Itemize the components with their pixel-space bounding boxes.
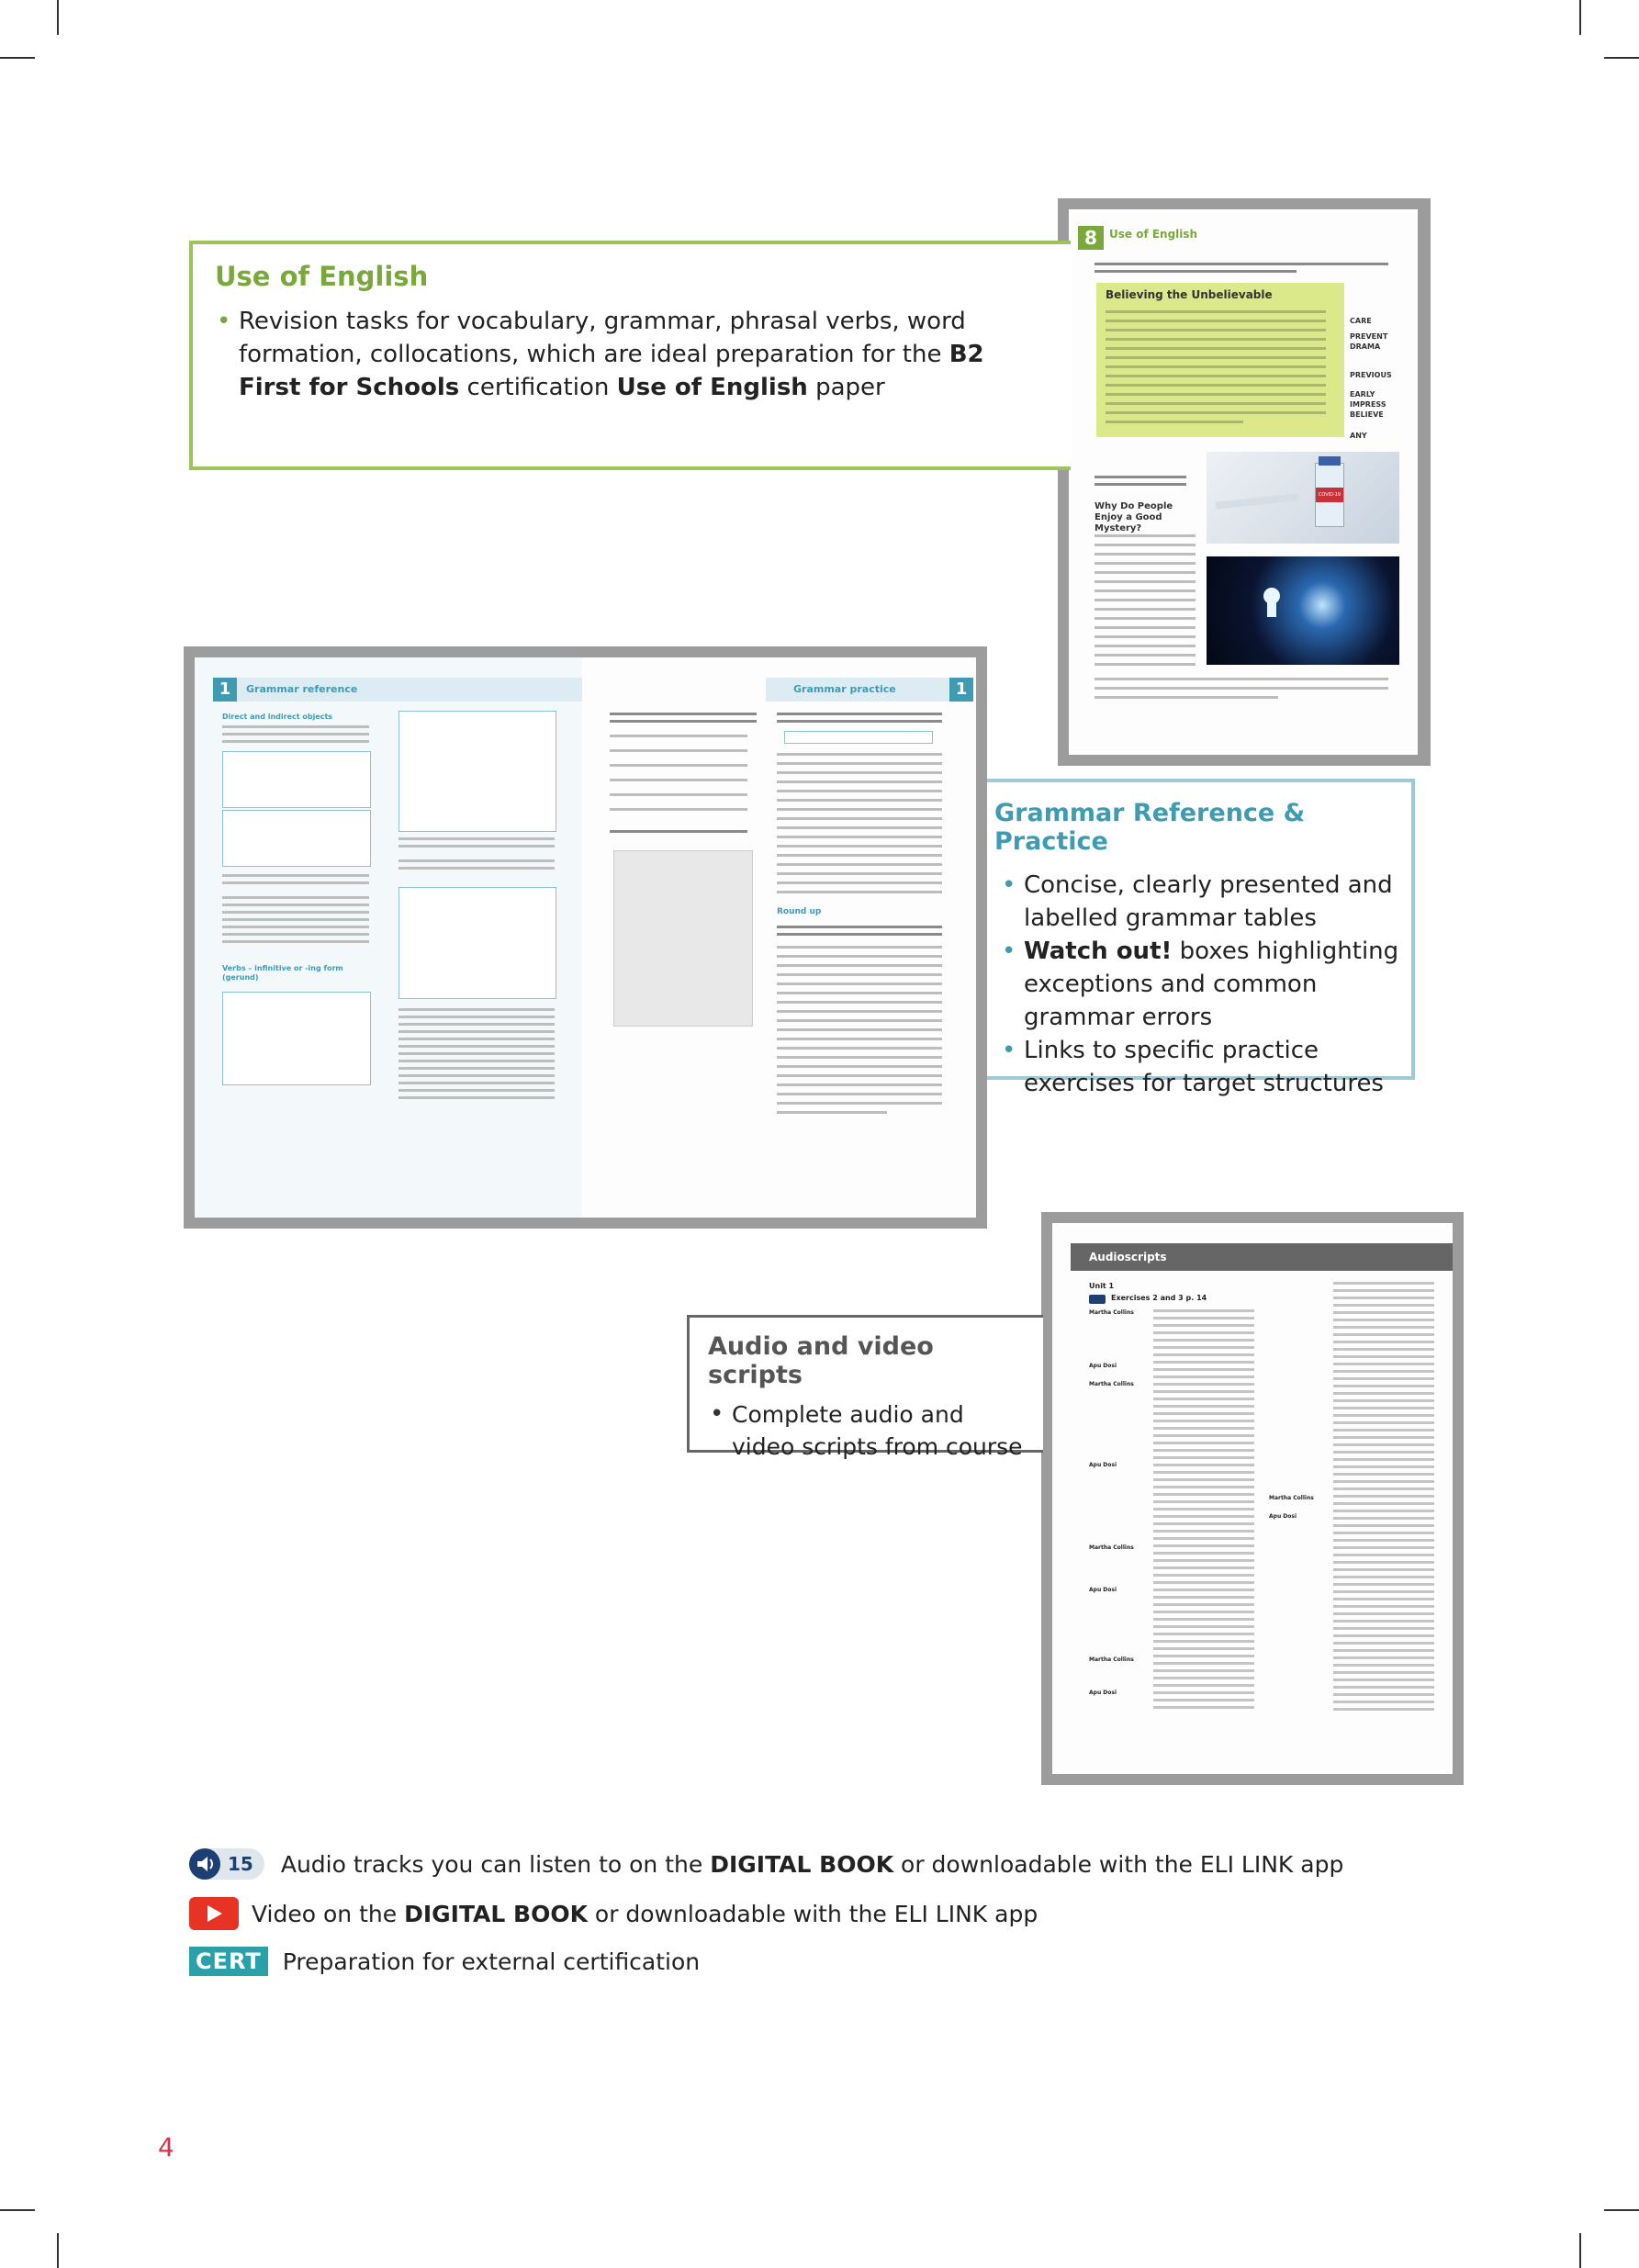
text-line: [222, 881, 369, 884]
section-heading: Direct and indirect objects: [222, 713, 333, 721]
text-line: [399, 1082, 555, 1084]
text-line: [1106, 421, 1243, 423]
grammar-reference-page: [195, 657, 582, 1218]
grammar-table: [399, 887, 556, 999]
text-line: [399, 1052, 555, 1055]
speaker-glyph: [189, 1848, 220, 1880]
text-line: [777, 926, 942, 928]
text-line: [399, 837, 555, 840]
crop-mark: [1579, 0, 1581, 35]
speaker-name: Apu Dosi: [1089, 1690, 1117, 1696]
text-line: [777, 771, 942, 774]
crop-mark: [1604, 57, 1639, 59]
speaker-name: Martha Collins: [1089, 1544, 1134, 1551]
text-line: [399, 1008, 555, 1011]
text-line: [777, 964, 942, 967]
text-line: [1095, 678, 1388, 680]
bullet-icon: •: [217, 308, 231, 335]
text-line: [1095, 687, 1388, 690]
word-item: BELIEVE: [1350, 410, 1384, 419]
text-line: [1095, 534, 1196, 537]
text-run-bold: DIGITAL BOOK: [710, 1850, 894, 1878]
feature-item: [1000, 935, 1402, 1034]
word-item: CARE: [1350, 317, 1372, 325]
speaker-name: Martha Collins: [1089, 1656, 1134, 1663]
text-line: [222, 940, 369, 943]
text-line: [777, 973, 942, 976]
bullet-icon: •: [710, 1400, 724, 1428]
text-line: [777, 1019, 942, 1022]
text-line: [222, 725, 369, 728]
feature-item: [215, 305, 1047, 404]
vial-cap: [1319, 456, 1341, 466]
text-run: boxes highlighting exceptions and common grammar errors: [1024, 938, 1399, 1031]
text-line: [610, 720, 757, 723]
grammar-table: [222, 751, 371, 808]
audioscripts-page: [1052, 1223, 1453, 1774]
text-line: [1106, 320, 1326, 322]
text-line: [1106, 375, 1326, 377]
text-line: [399, 1023, 555, 1026]
speaker-icon: [189, 1848, 220, 1880]
grammar-table: [222, 992, 371, 1085]
text-line: [1095, 571, 1196, 574]
thumbnail-page: [1069, 209, 1418, 755]
text-run: Revision tasks for vocabulary, grammar, phrasal verbs, word formation, collocations, which are ideal preparation for the: [239, 308, 966, 368]
text-line: [1095, 599, 1196, 601]
text-line: [777, 1093, 942, 1095]
keyhole-photo: [1207, 556, 1399, 665]
feature-list: [215, 305, 1049, 404]
feature-item: [1000, 1034, 1402, 1100]
text-line: [777, 946, 942, 949]
text-line: [1095, 635, 1196, 638]
text-line: [1106, 310, 1326, 313]
grammar-practice-page: [582, 657, 976, 1218]
text-line: [610, 808, 747, 811]
legend-cert: [189, 1943, 700, 1980]
thumbnail-header: Use of English: [1109, 228, 1198, 241]
second-text-title: Why Do People Enjoy a Good Mystery?: [1095, 501, 1173, 533]
text-line: [1095, 608, 1196, 611]
feature-title: Grammar Reference & Practice: [994, 799, 1306, 856]
text-line: [222, 874, 369, 877]
page-header: Audioscripts: [1089, 1251, 1167, 1263]
legend-video: [189, 1895, 1038, 1932]
track-title: Exercises 2 and 3 p. 14: [1111, 1294, 1207, 1302]
text-line: [1106, 393, 1326, 396]
text-line: [1106, 365, 1326, 368]
text-line: [1095, 580, 1196, 583]
text-line: [399, 859, 555, 862]
text-line: [777, 891, 942, 893]
text-line: [610, 735, 747, 737]
grammar-table: [222, 810, 371, 867]
text-line: [777, 1065, 942, 1068]
word-item: PREVENT: [1350, 332, 1388, 341]
unit-number-badge: 1: [213, 678, 237, 702]
word-item: EARLY: [1350, 390, 1375, 399]
word-item: DRAMA: [1350, 342, 1381, 351]
text-run-bold: DIGITAL BOOK: [404, 1900, 588, 1927]
text-line: [610, 830, 747, 833]
bullet-icon: •: [1002, 938, 1016, 965]
crop-mark: [1604, 2209, 1639, 2211]
text-line: [222, 933, 369, 936]
feature-title: Use of English: [215, 261, 429, 292]
syringe: [1216, 493, 1298, 509]
text-line: [777, 992, 942, 994]
text-line: [222, 918, 369, 921]
text-line: [1095, 476, 1186, 478]
reading-text-title: Believing the Unbelievable: [1106, 288, 1273, 301]
text-run: Audio tracks you can listen to on the: [280, 1850, 711, 1878]
text-line: [399, 1067, 555, 1070]
text-run: paper: [807, 374, 885, 401]
use-of-english-page-thumbnail: [1058, 198, 1431, 766]
text-line: [1095, 263, 1388, 265]
text-line: [777, 720, 942, 723]
play-glyph: [189, 1897, 239, 1930]
word-formation-list: [1350, 316, 1392, 441]
cert-badge: CERT: [189, 1947, 268, 1976]
word-item: ANY: [1350, 432, 1367, 440]
word-item: PREVIOUS: [1350, 371, 1392, 379]
text-run: Concise, clearly presented and labelled grammar tables: [1024, 871, 1393, 932]
vaccine-photo: [1207, 452, 1399, 544]
text-line: [399, 1038, 555, 1040]
text-run: Links to specific practice exercises for target structures: [1024, 1037, 1384, 1097]
text-line: [1095, 654, 1196, 657]
text-line: [399, 845, 555, 848]
text-line: [610, 764, 747, 767]
speaker-name: Apu Dosi: [1089, 1587, 1117, 1593]
speaker-name: Martha Collins: [1089, 1381, 1134, 1387]
text-line: [777, 1047, 942, 1050]
feature-item: [708, 1398, 1025, 1463]
text-line: [777, 863, 942, 866]
text-run-bold: B2 First for Schools: [239, 341, 984, 401]
speaker-name: Martha Collins: [1089, 1309, 1134, 1316]
text-line: [777, 808, 942, 811]
legend-audio: [189, 1846, 1343, 1882]
text-run-bold: Use of English: [616, 374, 808, 401]
text-line: [1106, 384, 1326, 387]
text-line: [399, 1060, 555, 1062]
text-line: [1106, 329, 1326, 331]
text-line: [777, 955, 942, 958]
text-line: [1095, 696, 1278, 699]
text-line: [1106, 356, 1326, 359]
text-line: [399, 867, 555, 870]
text-line: [777, 982, 942, 985]
vial-label: COVID-19: [1316, 488, 1343, 502]
speaker-name: Apu Dosi: [1089, 1462, 1117, 1468]
text-line: [1095, 544, 1196, 546]
section-heading: Verbs – infinitive or -ing form (gerund): [222, 964, 343, 982]
text-line: [777, 780, 942, 783]
text-line: [777, 872, 942, 875]
text-line: [610, 749, 747, 752]
word-item: IMPRESS: [1350, 400, 1386, 409]
text-line: [777, 845, 942, 848]
unit-label: Unit 1: [1089, 1282, 1115, 1290]
page-number: 4: [158, 2132, 174, 2162]
video-play-icon: [189, 1897, 239, 1930]
text-line: [777, 826, 942, 829]
page-header: Grammar practice: [793, 683, 896, 695]
use-of-english-feature-box: [189, 241, 1071, 470]
feature-title: Audio and video scripts: [708, 1332, 934, 1389]
text-line: [1106, 402, 1326, 405]
reading-text-box: [1096, 283, 1344, 437]
text-line: [777, 817, 942, 820]
text-line: [1106, 411, 1326, 414]
crop-mark: [57, 2233, 59, 2268]
feature-item: [1000, 869, 1402, 935]
text-line: [777, 1074, 942, 1077]
text-line: [222, 896, 369, 899]
grammar-table: [399, 711, 556, 832]
text-line: [610, 793, 747, 796]
text-line: [1106, 347, 1326, 350]
text-run: certification: [459, 374, 617, 401]
feature-list: [994, 869, 1402, 1100]
word-box: [784, 731, 933, 744]
text-line: [399, 1089, 555, 1092]
text-run-bold: Watch out!: [1024, 938, 1173, 965]
text-line: [777, 836, 942, 838]
text-line: [777, 854, 942, 857]
text-line: [777, 1102, 942, 1105]
text-line: [1095, 483, 1186, 486]
text-line: [777, 762, 942, 765]
text-line: [777, 933, 942, 936]
text-line: [222, 911, 369, 914]
text-line: [1095, 626, 1196, 629]
text-line: [777, 1083, 942, 1086]
grammar-reference-feature-box: [987, 779, 1415, 1097]
text-run: Video on the: [252, 1900, 405, 1927]
text-run: Complete audio and video scripts from course: [732, 1401, 1023, 1460]
unit-number-badge: 1: [949, 678, 973, 702]
text-line: [777, 1010, 942, 1013]
page-header: Grammar reference: [246, 683, 358, 695]
text-column: [1153, 1309, 1254, 1713]
text-line: [610, 779, 747, 781]
audio-track-badge: [189, 1848, 264, 1880]
text-line: [777, 1056, 942, 1059]
text-line: [222, 904, 369, 906]
text-line: [777, 753, 942, 756]
track-badge: [1089, 1295, 1106, 1304]
speaker-name: Apu Dosi: [1269, 1513, 1297, 1520]
text-line: [777, 790, 942, 792]
text-column: [1333, 1282, 1434, 1713]
text-line: [777, 799, 942, 802]
text-line: [1106, 338, 1326, 341]
crop-mark: [57, 0, 59, 35]
text-line: [777, 713, 942, 715]
grammar-spread-thumbnail: [184, 646, 987, 1229]
text-line: [1095, 617, 1196, 620]
bullet-icon: •: [1002, 1037, 1016, 1064]
text-line: [1095, 270, 1297, 273]
audioscripts-page-thumbnail: [1041, 1212, 1464, 1785]
crop-mark: [0, 2209, 35, 2211]
text-line: [222, 926, 369, 928]
section-heading: Round up: [777, 907, 822, 916]
bullet-icon: •: [1002, 871, 1016, 899]
keyhole-shape: [1267, 599, 1276, 617]
text-line: [399, 1074, 555, 1077]
crop-mark: [1579, 2233, 1581, 2268]
vaccine-vial: [1315, 463, 1344, 527]
text-line: [399, 1016, 555, 1018]
message-box: [613, 850, 753, 1027]
text-line: [777, 1038, 942, 1040]
text-line: [1095, 645, 1196, 647]
text-line: [777, 1111, 887, 1114]
text-run: or downloadable with the ELI LINK app: [587, 1900, 1038, 1927]
text-run: Preparation for external certification: [282, 1948, 701, 1975]
text-run: or downloadable with the ELI LINK app: [893, 1850, 1344, 1878]
text-line: [1095, 663, 1196, 666]
text-line: [777, 881, 942, 884]
feature-list: [708, 1398, 1025, 1463]
crop-mark: [0, 57, 35, 59]
text-line: [777, 1028, 942, 1031]
text-line: [1095, 553, 1196, 556]
text-line: [399, 1045, 555, 1048]
text-line: [1095, 562, 1196, 565]
text-line: [1095, 589, 1196, 592]
text-line: [777, 1001, 942, 1004]
text-line: [610, 713, 757, 715]
speaker-name: Martha Collins: [1269, 1495, 1314, 1501]
text-line: [399, 1096, 555, 1099]
speaker-name: Apu Dosi: [1089, 1363, 1117, 1369]
text-line: [222, 740, 369, 743]
unit-number-badge: 8: [1078, 226, 1104, 250]
text-line: [399, 1030, 555, 1033]
audio-track-number: 15: [228, 1853, 253, 1875]
text-line: [222, 733, 369, 735]
audio-video-scripts-feature-box: [687, 1315, 1043, 1460]
